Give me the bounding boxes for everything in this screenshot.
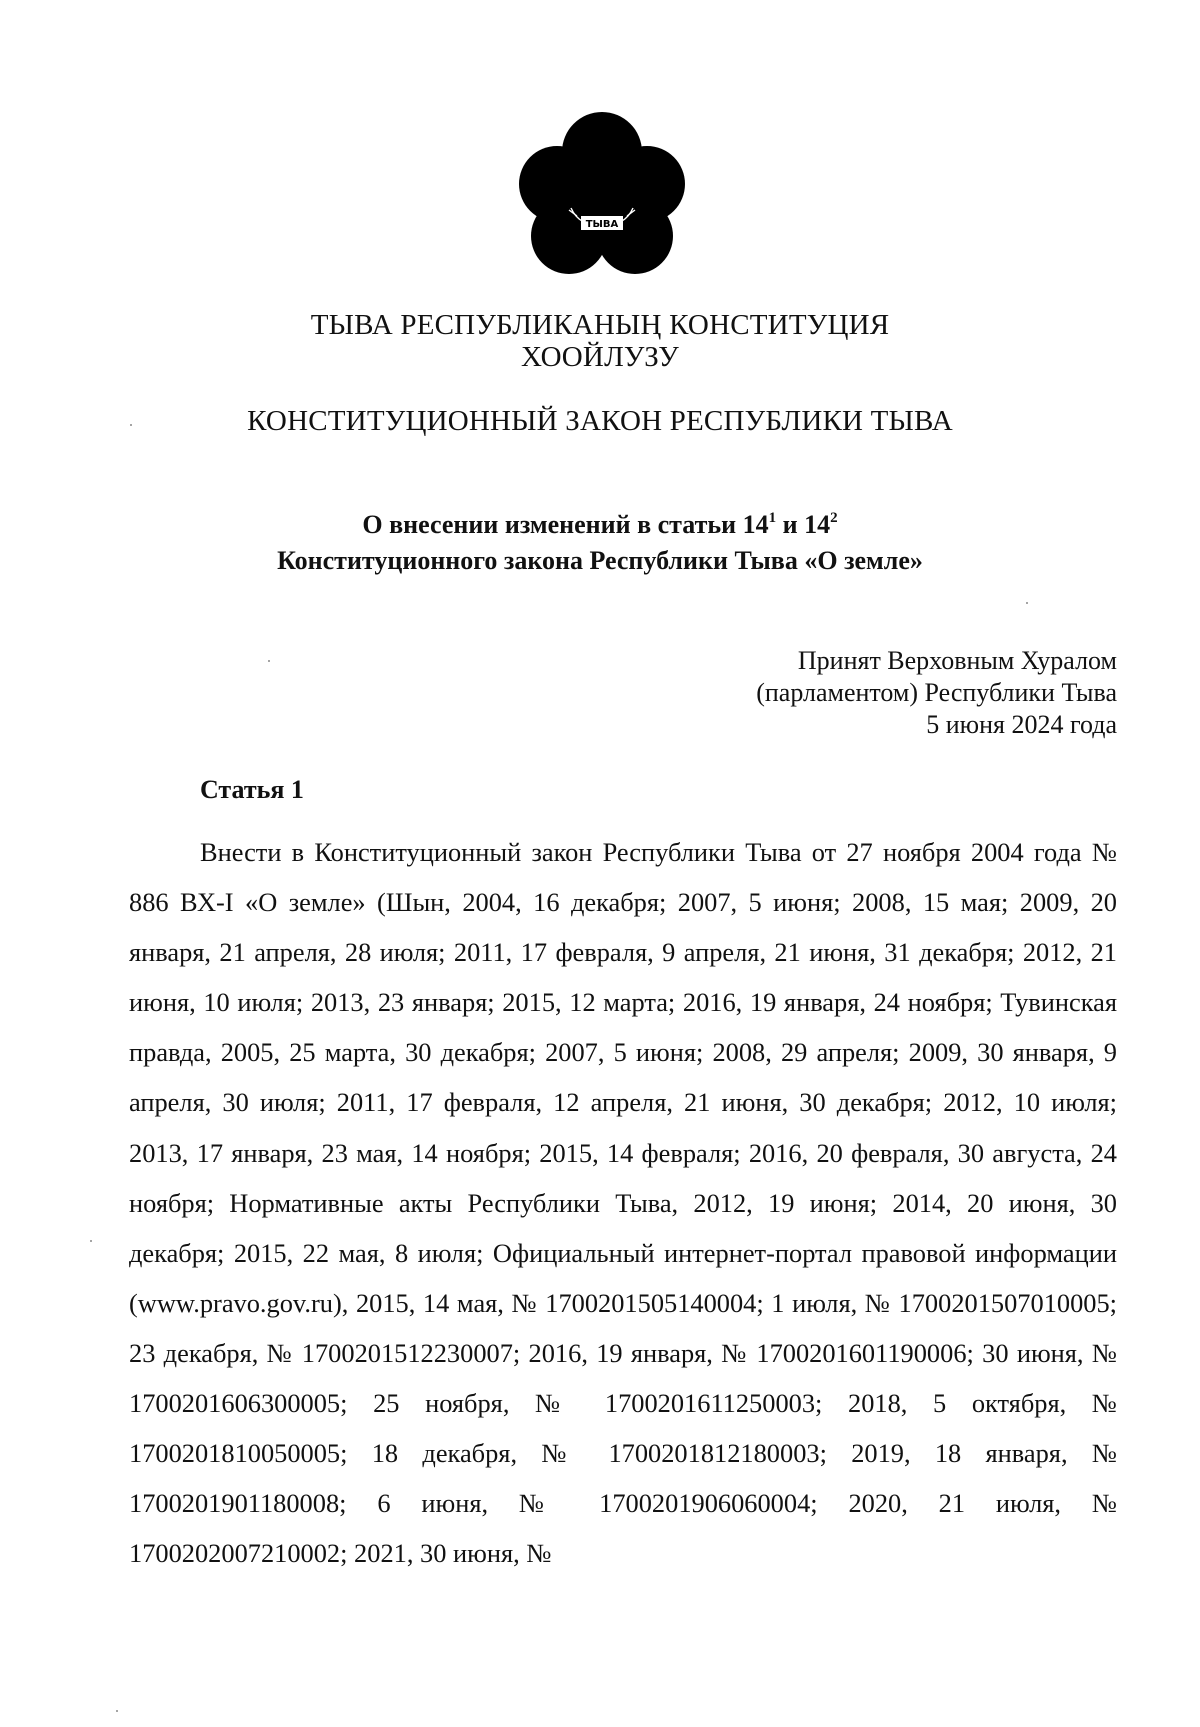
adoption-date: 5 июня 2024 года: [926, 710, 1117, 739]
adoption-note: [756, 645, 1117, 741]
article-heading: Статья 1: [200, 775, 304, 804]
header-title-russian: КОНСТИТУЦИОННЫЙ ЗАКОН РЕСПУБЛИКИ ТЫВА: [247, 405, 953, 437]
law-title-line1: [0, 510, 1200, 540]
article-body-text: Внести в Конституционный закон Республики Тыва от 27 ноября 2004 года № 886 ВХ-I «О земле» (Шын, 2004, 16 декабря; 2007, 5 июня; 2008, 15 мая; 2009, 20 января, 21 апреля, 28 июля; 2011, 17 февраля, 9 апреля, 21 июня, 31 декабря; 2012, 21 июня, 10 июля; 2013, 23 января; 2015, 12 марта; 2016, 19 января, 24 ноября; Тувинская правда, 2005, 25 марта, 30 декабря; 2007, 5 июня; 2008, 29 апреля; 2009, 30 января, 9 апреля, 30 июля; 2011, 17 февраля, 12 апреля, 21 июня, 30 декабря; 2012, 10 июля; 2013, 17 января, 23 мая, 14 ноября; 2015, 14 февраля; 2016, 20 февраля, 30 августа, 24 ноября; Нормативные акты Республики Тыва, 2012, 19 июня; 2014, 20 июня, 30 декабря; 2015, 22 мая, 8 июля; Официальный интернет-портал правовой информации (www.pravo.gov.ru), 2015, 14 мая, № 1700201505140004; 1 июля, № 1700201507010005; 23 декабря, № 1700201512230007; 2016, 19 января, № 1700201601190006; 30 июня, № 1700201606300005; 25 ноября, № 1700201611250003; 2018, 5 октября, № 1700201810050005; 18 декабря, № 1700201812180003; 2019, 18 января, № 1700201901180008; 6 июня, № 1700201906060004; 2020, 21 июля, № 1700202007210002; 2021, 30 июня, №: [129, 837, 1117, 1569]
scan-speck: [90, 1240, 92, 1242]
scan-speck: [268, 660, 270, 662]
adoption-line2: (парламентом) Республики Тыва: [756, 678, 1117, 707]
header-title-tuvan-line2: ХООЙЛУЗУ: [520, 341, 680, 373]
header-title-tuvan-line1: ТЫВА РЕСПУБЛИКАНЫҢ КОНСТИТУЦИЯ: [310, 309, 890, 341]
tuva-emblem-icon: [519, 112, 685, 282]
law-title-line2: Конституционного закона Республики Тыва «О земле»: [277, 546, 923, 575]
law-title-prefix: О внесении изменений в статьи 14: [362, 510, 769, 539]
adoption-line1: Принят Верховным Хуралом: [797, 646, 1117, 675]
scan-speck: [116, 1710, 118, 1712]
law-title-middle: и 14: [776, 510, 831, 539]
scan-speck: [1026, 602, 1028, 604]
emblem-inscription: ТЫВА: [585, 219, 619, 230]
scan-speck: [130, 424, 132, 426]
law-title-sup2: 2: [830, 510, 838, 526]
law-title-sup1: 1: [768, 510, 777, 526]
